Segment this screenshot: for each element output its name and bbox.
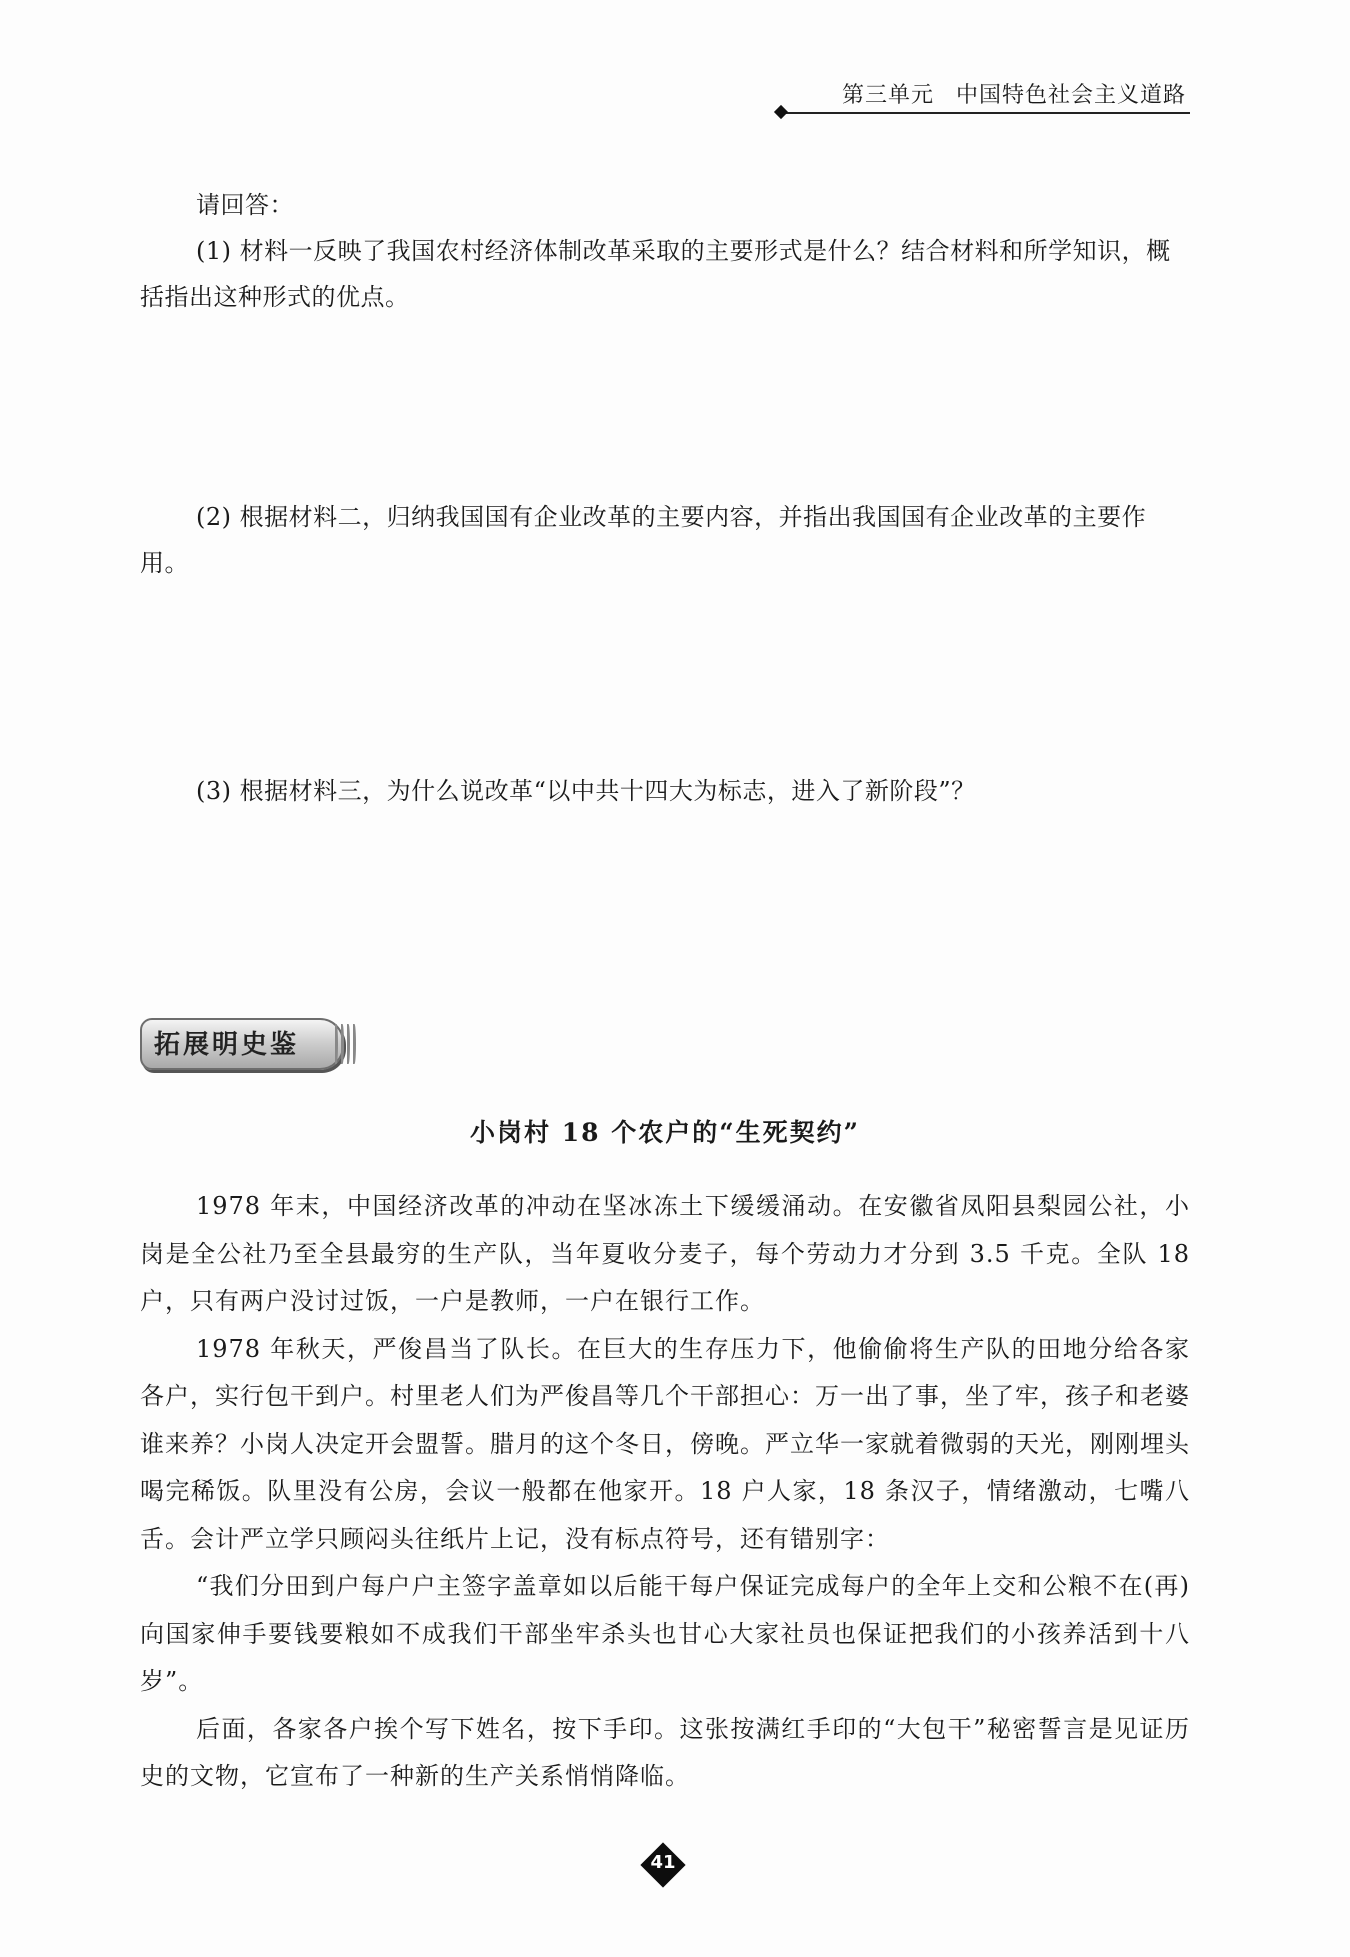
question-3-block [140, 768, 1190, 814]
header-title: 中国特色社会主义道路 [955, 83, 1186, 108]
badge-stripes [335, 1024, 359, 1064]
story-paragraph: 1978 年末，中国经济改革的冲动在坚冰冻土下缓缓涌动。在安徽省凤阳县梨园公社，小岗是全公社乃至全县最穷的生产队，当年夏收分麦子，每个劳动力才分到 3.5 千克。全队 18 户，只有两户没讨过饭，一户是教师，一户在银行工作。 [140, 1192, 1190, 1315]
story-body [140, 1183, 1190, 1801]
page-number-text: 41 [650, 1852, 676, 1873]
running-header [780, 78, 1190, 118]
question-1: (1) 材料一反映了我国农村经济体制改革采取的主要形式是什么？结合材料和所学知识，概括指出这种形式的优点。 [140, 237, 1171, 311]
question-prompt [140, 182, 1190, 320]
header-unit: 第三单元 [841, 83, 934, 108]
story-paragraph: “我们分田到户每户户主签字盖章如以后能干每户保证完成每户的全年上交和公粮不在(再)向国家伸手要钱要粮如不成我们干部坐牢杀头也甘心大家社员也保证把我们的小孩养活到十八岁”。 [140, 1572, 1190, 1695]
diamond-icon [774, 105, 788, 119]
question-3: (3) 根据材料三，为什么说改革“以中共十四大为标志，进入了新阶段”？ [196, 777, 976, 805]
header-text [842, 78, 1186, 109]
story-paragraph: 1978 年秋天，严俊昌当了队长。在巨大的生存压力下，他偷偷将生产队的田地分给各家各户，实行包干到户。村里老人们为严俊昌等几个干部担心：万一出了事，坐了牢，孩子和老婆谁来养？小岗人决定开会盟誓。腊月的这个冬日，傍晚。严立华一家就着微弱的天光，刚刚埋头喝完稀饭。队里没有公房，会议一般都在他家开。18 户人家，18 条汉子，情绪激动，七嘴八舌。会计严立学只顾闷头往纸片上记，没有标点符号，还有错别字： [140, 1334, 1190, 1553]
page-number [641, 1843, 685, 1887]
section-badge [140, 1018, 355, 1070]
story-paragraph: 后面，各家各户挨个写下姓名，按下手印。这张按满红手印的“大包干”秘密誓言是见证历史的文物，它宣布了一种新的生产关系悄悄降临。 [140, 1714, 1190, 1790]
question-2: (2) 根据材料二，归纳我国国有企业改革的主要内容，并指出我国国有企业改革的主要作用。 [140, 503, 1147, 577]
prompt-text: 请回答： [196, 191, 294, 219]
header-rule [780, 112, 1190, 114]
story-title: 小岗村 18 个农户的“生死契约” [470, 1118, 860, 1147]
question-2-block [140, 494, 1190, 586]
badge-label: 拓展明史鉴 [154, 1030, 300, 1060]
